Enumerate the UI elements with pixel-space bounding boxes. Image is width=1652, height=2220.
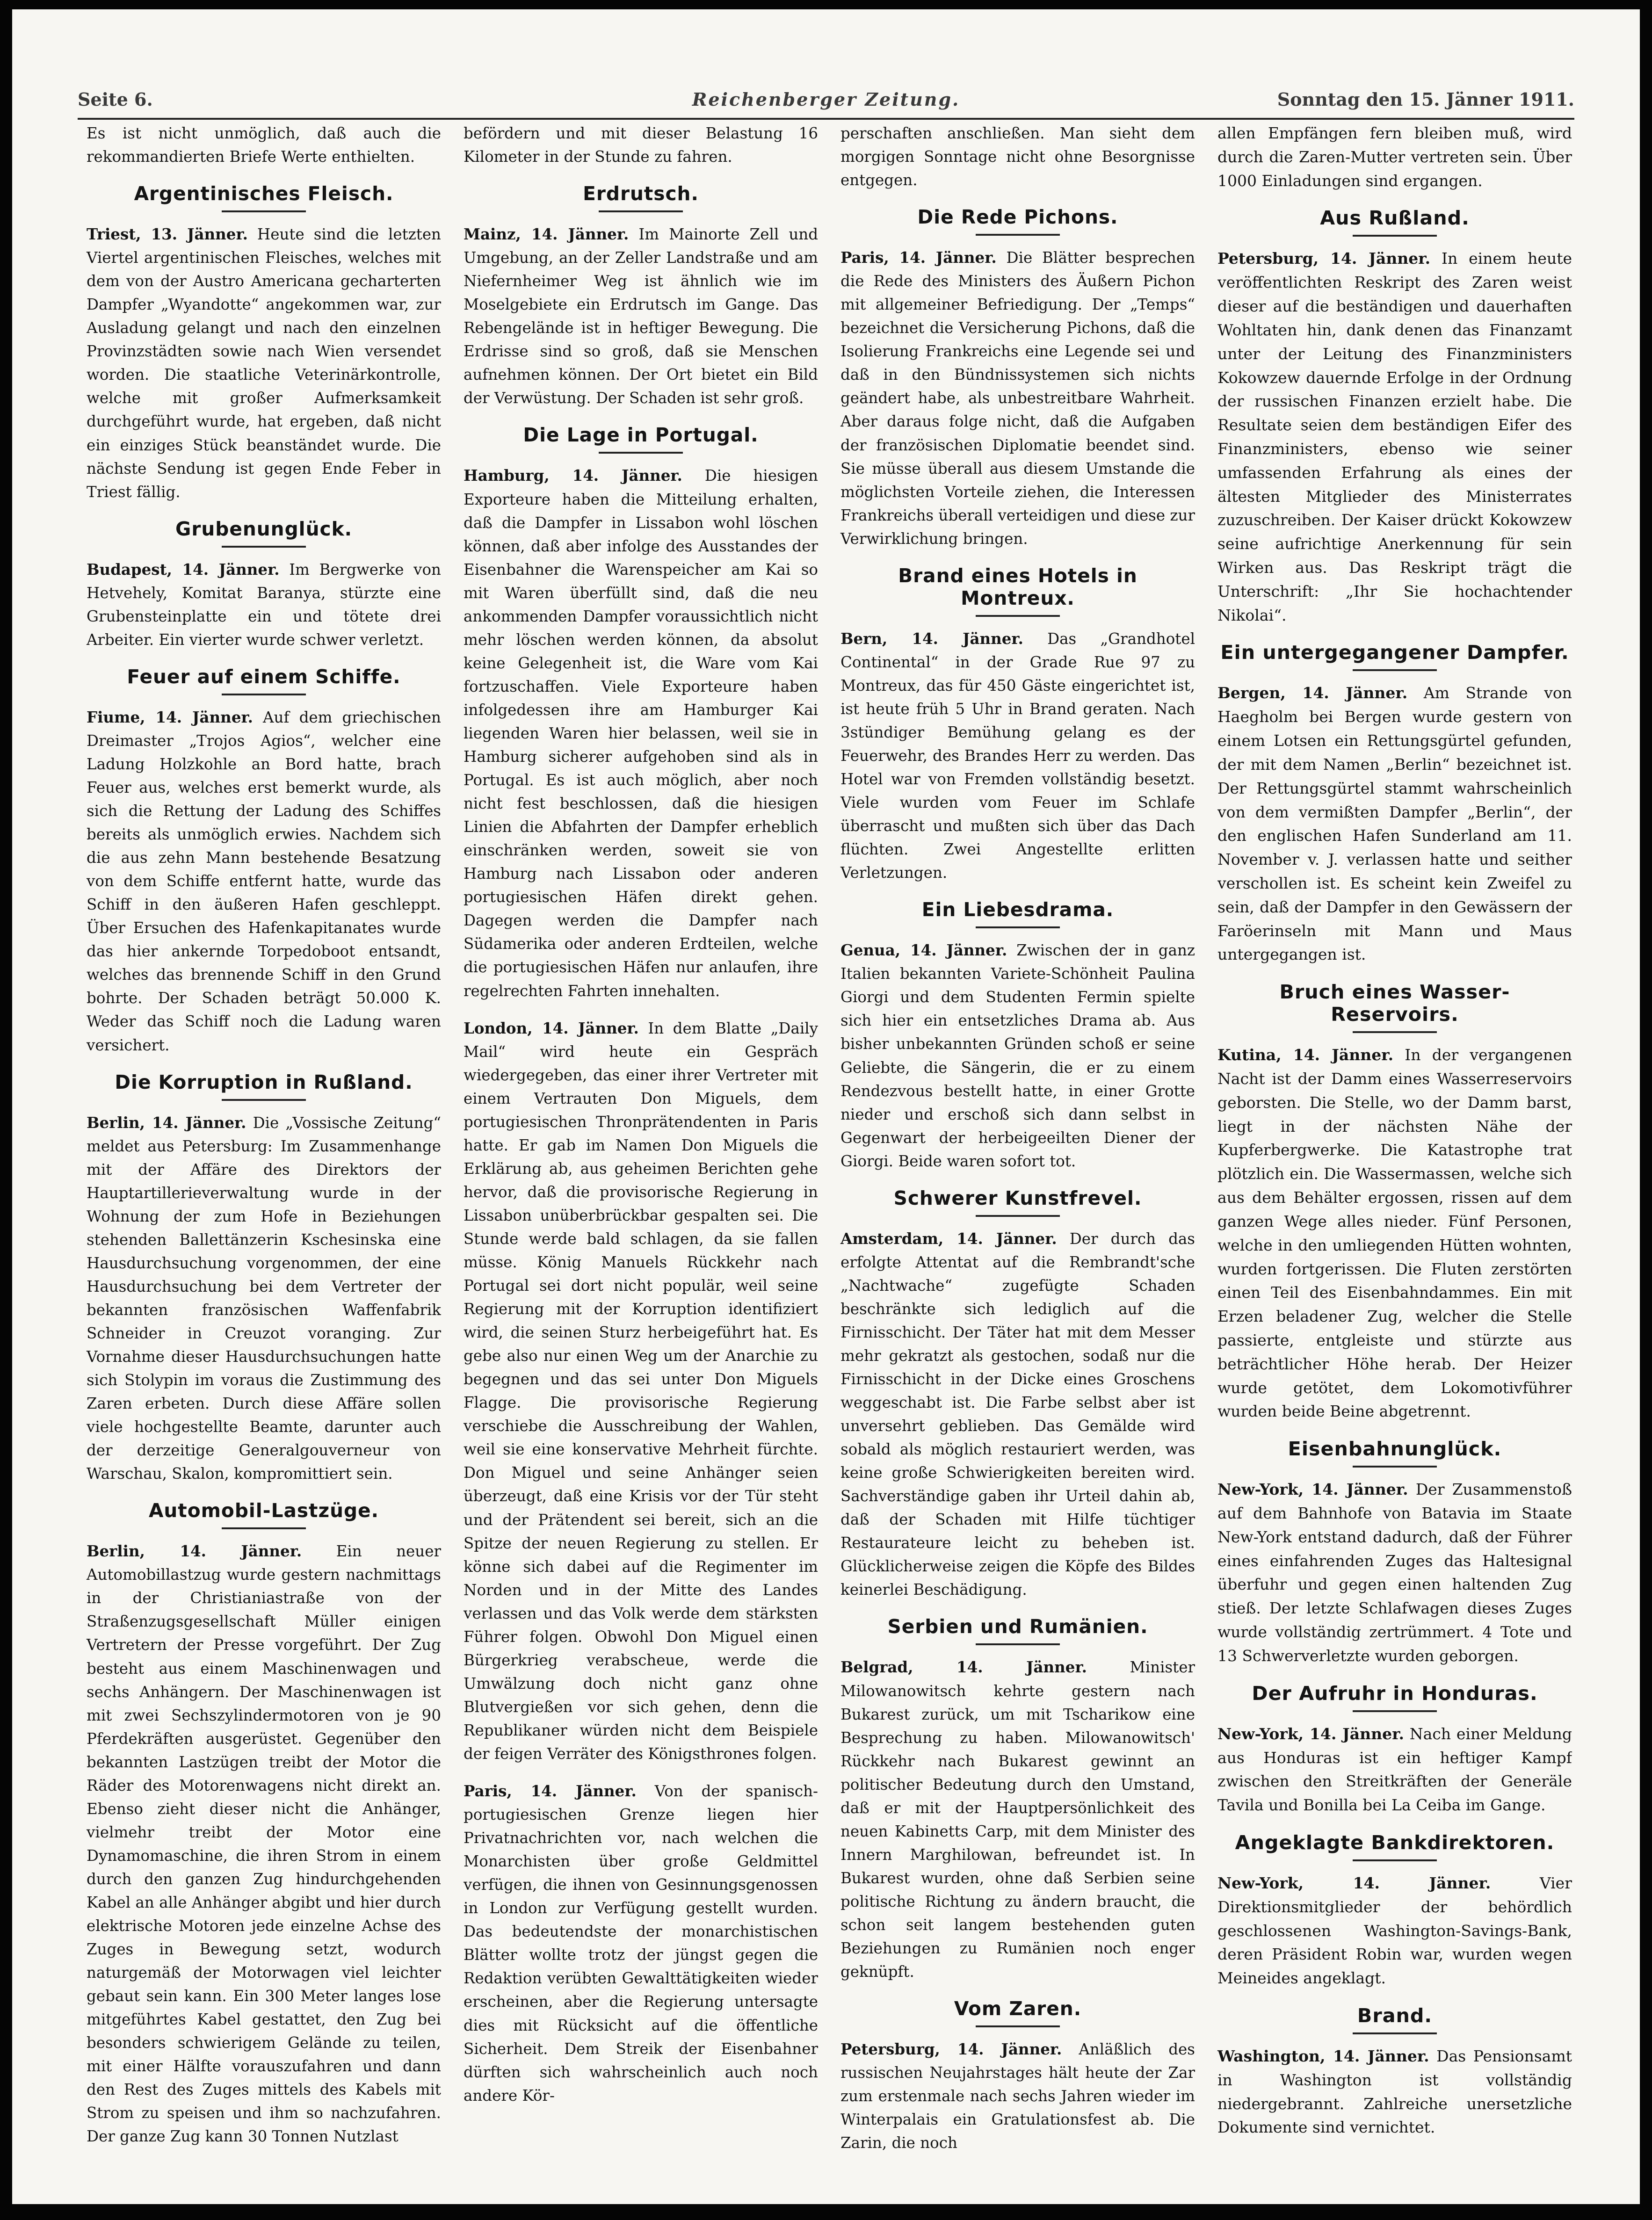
headline-rule	[976, 615, 1060, 617]
headline-rule	[222, 210, 306, 212]
article-dateline: Belgrad, 14. Jänner.	[840, 1658, 1087, 1677]
article-text: Im Bergwerke von Hetvehely, Komitat Baranya, stürzte eine Grubensteinplatte ein und tötete drei Arbeiter. Ein vierter wurde schwer verletzt.	[87, 560, 441, 649]
article-dateline: Genua, 14. Jänner.	[840, 941, 1007, 960]
article	[1217, 981, 1572, 1424]
article	[87, 665, 441, 1057]
article	[464, 1017, 818, 1766]
article-dateline: Petersburg, 14. Jänner.	[840, 2040, 1062, 2059]
article-dateline: Berlin, 14. Jänner.	[87, 1542, 302, 1561]
article-body	[87, 706, 441, 1057]
article-body	[464, 223, 818, 410]
article-headline: Vom Zaren.	[954, 1997, 1082, 2020]
article-text: Es ist nicht unmöglich, daß auch die rekommandierten Briefe Werte enthielten.	[87, 124, 441, 166]
column-2	[462, 122, 818, 2162]
article-text: Von der spanisch-portugiesischen Grenze liegen hier Privatnachrichten vor, nach welchen die Monarchisten über große Geldmittel verfügen, die ihnen von Gesinnungsgenossen in London zur Verfügung gestellt wurden. Das bedeutendste der monarchistischen Blätter wollte trotz der jüngst gegen die Redaktion verübten Gewalttätigkeiten wieder erscheinen, aber die Regierung untersagte dies mit Rücksicht auf die öffentliche Sicherheit. Dem Streik der Eisenbahner dürften sich wahrscheinlich auch noch andere Kör-	[464, 1782, 818, 2104]
header-rule	[78, 118, 1574, 120]
article-text: Auf dem griechischen Dreimaster „Trojos Agios“, welcher eine Ladung Holzkohle an Bord hatte, brach Feuer aus, welches erst bemerkt wurde, als sich die Rettung der Ladung des Schiffes bereits als unmöglich erwies. Nachdem sich die aus zehn Mann bestehende Besatzung von dem Schiffe entfernt hatte, wurde das Schiff in den äußeren Hafen geschleppt. Über Ersuchen des Hafenkapitanates wurde das hier ankernde Torpedoboot entsandt, welches das brennende Schiff in den Grund bohrte. Der Schaden beträgt 50.000 K. Weder das Schiff noch die Ladung waren versichert.	[87, 708, 441, 1054]
article-dateline: New-York, 14. Jänner.	[1217, 1724, 1404, 1743]
article-headline: Angeklagte Bankdirektoren.	[1235, 1831, 1555, 1854]
headline-rule	[976, 2025, 1060, 2027]
article-body	[87, 122, 441, 168]
article-headline: Erdrutsch.	[583, 182, 699, 205]
article	[464, 424, 818, 1002]
article-headline: Eisenbahnunglück.	[1288, 1438, 1502, 1461]
article-text: In dem Blatte „Daily Mail“ wird heute ein Gespräch wiedergegeben, das einer ihrer Vertreter mit einem Vertrauten Don Miguels, dem portugiesischen Thronprätendenten in Paris hatte. Er gab im Namen Don Miguels die Erklärung ab, aus geheimen Berichten gehe hervor, daß die provisorische Regierung in Lissabon unüberbrückbar gespalten sei. Die Stunde werde bald schlagen, da sie fallen müsse. König Manuels Rückkehr nach Portugal sei dort nicht populär, weil seine Regierung mit der Korruption identifiziert wird, die seinen Sturz herbeigeführt hat. Es gebe also nur einen Weg um der Anarchie zu begegnen und das sei unter Don Miguels Flagge. Die provisorische Regierung verschiebe die Ausschreibung der Wahlen, weil sie eine konservative Mehrheit fürchte. Don Miguel und seine Anhänger seien überzeugt, daß eine Krisis vor der Tür steht und der Prätendent sei bereit, sich an die Spitze der neuen Regierung zu stellen. Er könne sich dabei auf die Regimenter im Norden und in der Mitte des Landes verlassen und das Volk werde dem stärksten Führer folgen. Obwohl Don Miguel einen Bürgerkrieg verabscheue, werde die Umwälzung doch nicht ganz ohne Blutvergießen vor sich gehen, denn die Republikaner würden nicht dem Beispiele der feigen Verräter des Königsthrones folgen.	[464, 1019, 818, 1763]
headline-rule	[599, 210, 683, 212]
article-text: Das „Grandhotel Continental“ in der Grade Rue 97 zu Montreux, das für 450 Gäste eingerichtet ist, ist heute früh 5 Uhr in Brand geraten. Nach 3stündiger Bemühung gelang es der Feuerwehr, des Brandes Herr zu werden. Das Hotel war von Fremden vollständig besetzt. Viele wurden vom Feuer im Schlafe überrascht und mußten sich über das Dach flüchten. Zwei Angestellte erlitten Verletzungen.	[840, 629, 1195, 882]
article-headline: Bruch eines Wasser-Reservoirs.	[1279, 981, 1510, 1026]
article-text: Die hiesigen Exporteure haben die Mitteilung erhalten, daß die Dampfer in Lissabon wohl löschen können, daß aber infolge des Ausstandes der Eisenbahner die Warenspeicher am Kai so mit Waren überfüllt sind, daß die neu ankommenden Dampfer voraussichtlich nicht mehr löschen werden können, da absolut keine Gelegenheit ist, die Ware vom Kai fortzuschaffen. Viele Exporteure haben infolgedessen ihre am Hamburger Kai liegenden Waren hier belassen, weil sie in Hamburg sicherer aufgehoben sind als in Portugal. Es ist auch möglich, aber noch nicht fest beschlossen, daß die hiesigen Linien die Abfahrten der Dampfer erheblich einschränken werden, soweit sie von Hamburg nach Lissabon oder anderen portugiesischen Häfen direkt gehen. Dagegen werden die Dampfer nach Südamerika oder anderen Erdteilen, welche die portugiesischen Häfen nur anlaufen, ihre regelrechten Fahrten innehalten.	[464, 467, 818, 1000]
article-dateline: Mainz, 14. Jänner.	[464, 225, 629, 244]
article-text: Ein neuer Automobillastzug wurde gestern nachmittags in der Christianiastraße von der Straßenzugsgesellschaft Müller einigen Vertretern der Presse vorgeführt. Der Zug besteht aus einem Maschinenwagen und sechs Anhängern. Der Maschinenwagen ist mit zwei Sechszylindermotoren von je 90 Pferdekräften ausgerüstet. Gegenüber den bekannten Lastzügen treibt der Motor die Räder des Motorenwagens nicht direkt an. Ebenso zieht dieser nicht die Anhänger, vielmehr treibt der Motor eine Dynamomaschine, die ihren Strom in einem durch den ganzen Zug hindurchgehenden Kabel an alle Anhänger abgibt und hier durch elektrische Motoren jede einzelne Achse des Zuges in Bewegung setzt, wodurch naturgemäß der Motorwagen viel leichter gebaut sein kann. Ein 300 Meter langes lose mitgeführtes Kabel gestattet, den Zug bei besonders schwierigem Gelände zu teilen, mit einer Hälfte vorauszufahren und dann den Rest des Zuges mittels des Kabels mit Strom zu speisen und ihm so nachzufahren. Der ganze Zug kann 30 Tonnen Nutzlast	[87, 1542, 441, 2146]
article-text: Das Pensionsamt in Washington ist vollständig niedergebrannt. Zahlreiche unersetzliche Dokumente sind vernichtet.	[1217, 2047, 1572, 2137]
article-body	[840, 1227, 1195, 1602]
article-headline: Ein untergegangener Dampfer.	[1220, 641, 1569, 664]
article-text: Minister Milowanowitsch kehrte gestern nach Bukarest zurück, um mit Tscharikow eine Besprechung zu haben. Milowanowitsch' Rückkehr nach Bukarest gewinnt an politischer Bedeutung durch den Umstand, daß er mit der Hauptpersönlichkeit des neuen Kabinetts Carp, mit dem Minister des Innern Marghilowan, befreundet ist. In Bukarest wurden, ohne daß Serbien seine politische Richtung zu ändern braucht, die schon seit langem bestehenden guten Beziehungen zu Rumänien noch enger geknüpft.	[840, 1658, 1195, 1981]
article-text: Im Mainorte Zell und Umgebung, an der Zeller Landstraße und am Niefernheimer Weg ist ähnlich wie im Moselgebiete ein Erdrutsch im Gange. Das Rebengelände ist in heftiger Bewegung. Die Erdrisse sind so groß, daß sie Menschen aufnehmen können. Der Ort bietet ein Bild der Verwüstung. Der Schaden ist sehr groß.	[464, 225, 818, 407]
article-text: Der durch das erfolgte Attentat auf die Rembrandt'sche „Nachtwache“ zugefügte Schaden beschränkte sich lediglich auf die Firnisschicht. Der Täter hat mit dem Messer mehr gekratzt als gestochen, sodaß nur die Firnisschicht in der Dicke eines Groschens weggeschabt ist. Die Farbe selbst aber ist unversehrt geblieben. Das Gemälde wird sobald als möglich restauriert werden, was keine große Schwierigkeiten bereiten wird. Sachverständige gaben ihr Urteil dahin ab, daß der Schaden mit Hilfe tüchtiger Restaurateure leicht zu beheben ist. Glücklicherweise zeigen die Köpfe des Bildes keinerlei Beschädigung.	[840, 1229, 1195, 1599]
article-text: Nach einer Meldung aus Honduras ist ein heftiger Kampf zwischen den Streitkräften der Generäle Tavila und Bonilla bei La Ceiba im Gange.	[1217, 1724, 1572, 1815]
article-headline: Der Aufruhr in Honduras.	[1252, 1682, 1538, 1705]
article-body	[1217, 1872, 1572, 1990]
headline-rule	[599, 452, 683, 454]
article	[87, 518, 441, 651]
article-body	[87, 1111, 441, 1486]
article-dateline: Petersburg, 14. Jänner.	[1217, 249, 1431, 268]
headline-rule	[1353, 2032, 1437, 2034]
article	[1217, 1831, 1572, 1990]
article-body	[87, 1540, 441, 2148]
article-body	[840, 939, 1195, 1172]
article-text: In der vergangenen Nacht ist der Damm eines Wasserreservoirs geborsten. Die Stelle, wo der Damm barst, liegt in der nächsten Nähe der Kupferbergwerke. Die Katastrophe trat plötzlich ein. Die Wassermassen, welche sich aus dem Behälter ergossen, rissen auf dem ganzen Wege alles nieder. Fünf Personen, welche in den umliegenden Hütten wohnten, wurden fortgerissen. Die Fluten zerstörten einen Teil des Eisenbahndammes. Ein mit Erzen beladener Zug, welcher die Stelle passierte, entgleiste und stürzte aus beträchtlicher Höhe herab. Der Heizer wurde getötet, dem Lokomotivführer wurden beide Beine abgetrennt.	[1217, 1046, 1572, 1421]
article-dateline: Fiume, 14. Jänner.	[87, 708, 253, 726]
article-text: Zwischen der in ganz Italien bekannten Variete-Schönheit Paulina Giorgi und dem Studenten Fermin spielte sich hier ein entsetzliches Drama ab. Aus bisher unbekannten Gründen schoß er seine Geliebte, die Sängerin, die er zu einem Rendezvous bestellt hatte, in einer Grotte nieder und erschoß sich dann selbst in Gegenwart der herbeigeeilten Diener der Giorgi. Beide waren sofort tot.	[840, 941, 1195, 1170]
article-dateline: Paris, 14. Jänner.	[840, 248, 997, 267]
article-body	[464, 1779, 818, 2107]
article-headline: Feuer auf einem Schiffe.	[127, 665, 401, 688]
article-text: Anläßlich des russischen Neujahrstages hält heute der Zar zum erstenmale nach sechs Jahren wieder im Winterpalais ein Gratulationsfest ab. Die Zarin, die noch	[840, 2040, 1195, 2152]
article	[840, 122, 1195, 192]
column-1	[85, 122, 441, 2162]
headline-rule	[976, 1643, 1060, 1645]
article-text: allen Empfängen fern bleiben muß, wird durch die Zaren-Mutter vertreten sein. Über 1000 Einladungen sind ergangen.	[1217, 124, 1572, 190]
article-body	[1217, 122, 1572, 193]
page-number: Seite 6.	[78, 89, 153, 110]
article-body	[87, 223, 441, 504]
article	[840, 564, 1195, 885]
headline-rule	[222, 694, 306, 695]
columns-container	[85, 122, 1572, 2162]
article-body	[840, 1656, 1195, 1983]
article-headline: Schwerer Kunstfrevel.	[893, 1186, 1142, 1209]
article-headline: Die Rede Pichons.	[917, 206, 1118, 229]
article-text: befördern und mit dieser Belastung 16 Kilometer in der Stunde zu fahren.	[464, 124, 818, 166]
article	[87, 1499, 441, 2148]
article-headline: Argentinisches Fleisch.	[134, 182, 394, 205]
article	[1217, 1682, 1572, 1817]
article-text: Vier Direktionsmitglieder der behördlich geschlossenen Washington-Savings-Bank, deren Präsident Robin war, wurden wegen Meineides angeklagt.	[1217, 1873, 1572, 1988]
article-body	[1217, 247, 1572, 627]
article-dateline: New-York, 14. Jänner.	[1217, 1480, 1408, 1499]
article-dateline: Kutina, 14. Jänner.	[1217, 1046, 1394, 1064]
article	[1217, 2004, 1572, 2140]
article-text: perschaften anschließen. Man sieht dem morgigen Sonntage nicht ohne Besorgnisse entgegen.	[840, 124, 1195, 189]
article-dateline: Hamburg, 14. Jänner.	[464, 466, 682, 485]
article-body	[1217, 1722, 1572, 1817]
article-body	[464, 464, 818, 1002]
article-dateline: Triest, 13. Jänner.	[87, 225, 248, 244]
article	[840, 206, 1195, 550]
article	[464, 122, 818, 168]
article	[1217, 1438, 1572, 1668]
headline-rule	[1353, 1031, 1437, 1033]
headline-rule	[1353, 1466, 1437, 1468]
article-headline: Ein Liebesdrama.	[921, 898, 1114, 921]
article-headline: Grubenunglück.	[175, 517, 353, 540]
article-dateline: New-York, 14. Jänner.	[1217, 1873, 1491, 1892]
article	[87, 122, 441, 168]
headline-rule	[976, 1215, 1060, 1217]
article-headline: Brand.	[1357, 2004, 1433, 2027]
article-dateline: Berlin, 14. Jänner.	[87, 1113, 246, 1132]
article-dateline: Paris, 14. Jänner.	[464, 1782, 637, 1801]
article	[840, 1187, 1195, 1602]
article-body	[1217, 2045, 1572, 2140]
article-dateline: London, 14. Jänner.	[464, 1019, 639, 1037]
headline-rule	[222, 1527, 306, 1529]
headline-rule	[222, 1099, 306, 1101]
article-text: Am Strande von Haegholm bei Bergen wurde gestern von einem Lotsen ein Rettungsgürtel gefunden, der mit dem Namen „Berlin“ bezeichnet ist. Der Rettungsgürtel stammt wahrscheinlich von dem vermißten Dampfer „Berlin“, der den englischen Hafen Sunderland am 11. November v. J. verlassen hatte und seither verschollen ist. Es scheint kein Zweifel zu sein, daß der Dampfer in den Gewässern der Faröerinseln mit Mann und Maus untergegangen ist.	[1217, 684, 1572, 964]
article-body	[464, 1017, 818, 1766]
article	[840, 1615, 1195, 1983]
article-dateline: Bern, 14. Jänner.	[840, 629, 1023, 648]
article-text: Heute sind die letzten Viertel argentinischen Fleisches, welches mit dem von der Austro Americana gecharterten Dampfer „Wyandotte“ angekommen war, zur Ausladung gelangt und nach den einzelnen Provinzstädten sowie nach Wien versendet worden. Die staatliche Veterinärkontrolle, welche mit großer Aufmerksamkeit durchgeführt wurde, hat ergeben, daß nicht ein einziges Stück beanständet wurde. Die nächste Sendung ist gegen Ende Feber in Triest fällig.	[87, 225, 441, 501]
article	[87, 1071, 441, 1486]
article-body	[464, 122, 818, 168]
article-headline: Aus Rußland.	[1320, 207, 1470, 230]
article-headline: Die Korruption in Rußland.	[115, 1070, 413, 1093]
article-headline: Serbien und Rumänien.	[887, 1615, 1148, 1638]
article-headline: Brand eines Hotels in Montreux.	[898, 564, 1138, 609]
headline-rule	[1353, 1710, 1437, 1712]
article-headline: Die Lage in Portugal.	[523, 424, 759, 447]
article-body	[1217, 1478, 1572, 1668]
newspaper-title: Reichenberger Zeitung.	[692, 89, 960, 110]
article-dateline: Bergen, 14. Jänner.	[1217, 684, 1408, 702]
article	[464, 182, 818, 410]
column-4	[1216, 122, 1572, 2162]
article	[840, 1997, 1195, 2155]
article-body	[840, 2038, 1195, 2155]
article-text: Die „Vossische Zeitung“ meldet aus Petersburg: Im Zusammenhange mit der Affäre des Direktors der Hauptartillerieverwaltung wurde in der Wohnung der zum Hofe in Beziehungen stehenden Ballettänzerin Kschesinska eine Hausdurchsuchung vorgenommen, der eine Hausdurchsuchung bei dem Vertreter der bekannten französischen Waffenfabrik Schneider in Creuzot voranging. Zur Vornahme dieser Hausdurchsuchungen hatte sich Stolypin im voraus die Zustimmung des Zaren erbeten. Durch diese Affäre sollen viele hochgestellte Beamte, darunter auch der derzeitige Generalgouverneur von Warschau, Skalon, kompromittiert sein.	[87, 1114, 441, 1483]
article-body	[1217, 681, 1572, 967]
article-text: Der Zusammenstoß auf dem Bahnhofe von Batavia im Staate New-York entstand dadurch, daß der Führer eines einfahrenden Zuges das Haltesignal überfuhr und gegen einen haltenden Zug stieß. Der letzte Schlafwagen dieses Zuges wurde vollständig zertrümmert. 4 Tote und 13 Schwerverletzte wurden geborgen.	[1217, 1480, 1572, 1665]
headline-rule	[976, 926, 1060, 928]
article-body	[1217, 1043, 1572, 1424]
article	[1217, 207, 1572, 627]
article-body	[840, 627, 1195, 885]
article	[1217, 641, 1572, 967]
headline-rule	[1353, 1859, 1437, 1861]
article-body	[840, 246, 1195, 550]
headline-rule	[976, 234, 1060, 236]
article-body	[840, 122, 1195, 192]
headline-rule	[1353, 235, 1437, 237]
article-dateline: Amsterdam, 14. Jänner.	[840, 1229, 1057, 1248]
article-dateline: Washington, 14. Jänner.	[1217, 2047, 1429, 2065]
article-headline: Automobil-Lastzüge.	[148, 1499, 379, 1522]
article-text: Die Blätter besprechen die Rede des Ministers des Äußern Pichon mit allgemeiner Befriedigung. Der „Temps“ bezeichnet die Versicherung Pichons, daß die Isolierung Frankreichs eine Legende sei und daß in den Bündnissystemen sich nichts geändert habe, als unbestreitbare Wahrheit. Aber daraus folge nicht, daß die Aufgaben der französischen Diplomatie beendet sind. Sie müsse überall aus diesem Umstande die möglichsten Vorteile ziehen, die Interessen Frankreichs überall verteidigen und diese zur Verwirklichung bringen.	[840, 249, 1195, 548]
headline-rule	[1353, 669, 1437, 671]
article	[840, 898, 1195, 1172]
page-header	[78, 80, 1574, 122]
headline-rule	[222, 546, 306, 548]
article-dateline: Budapest, 14. Jänner.	[87, 560, 280, 579]
issue-date: Sonntag den 15. Jänner 1911.	[1277, 89, 1574, 110]
article	[464, 1779, 818, 2107]
article-body	[87, 558, 441, 651]
article	[1217, 122, 1572, 193]
article	[87, 182, 441, 504]
article-text: In einem heute veröffentlichten Reskript des Zaren weist dieser auf die beständigen und dauerhaften Wohltaten hin, dank denen das Finanzamt unter der Leitung des Finanzministers Kokowzew dauernde Erfolge in der Ordnung der russischen Finanzen erzielt habe. Die Resultate seien dem beständigen Eifer des Finanzministers, ebenso wie seiner umfassenden Erfahrung als eines der ältesten Mitglieder des Ministerrates zuzuschreiben. Der Kaiser drückt Kokowzew seine aufrichtige Anerkennung für sein Wirken aus. Das Reskript trägt die Unterschrift: „Ihr Sie hochachtender Nikolai“.	[1217, 249, 1572, 624]
column-3	[839, 122, 1195, 2162]
